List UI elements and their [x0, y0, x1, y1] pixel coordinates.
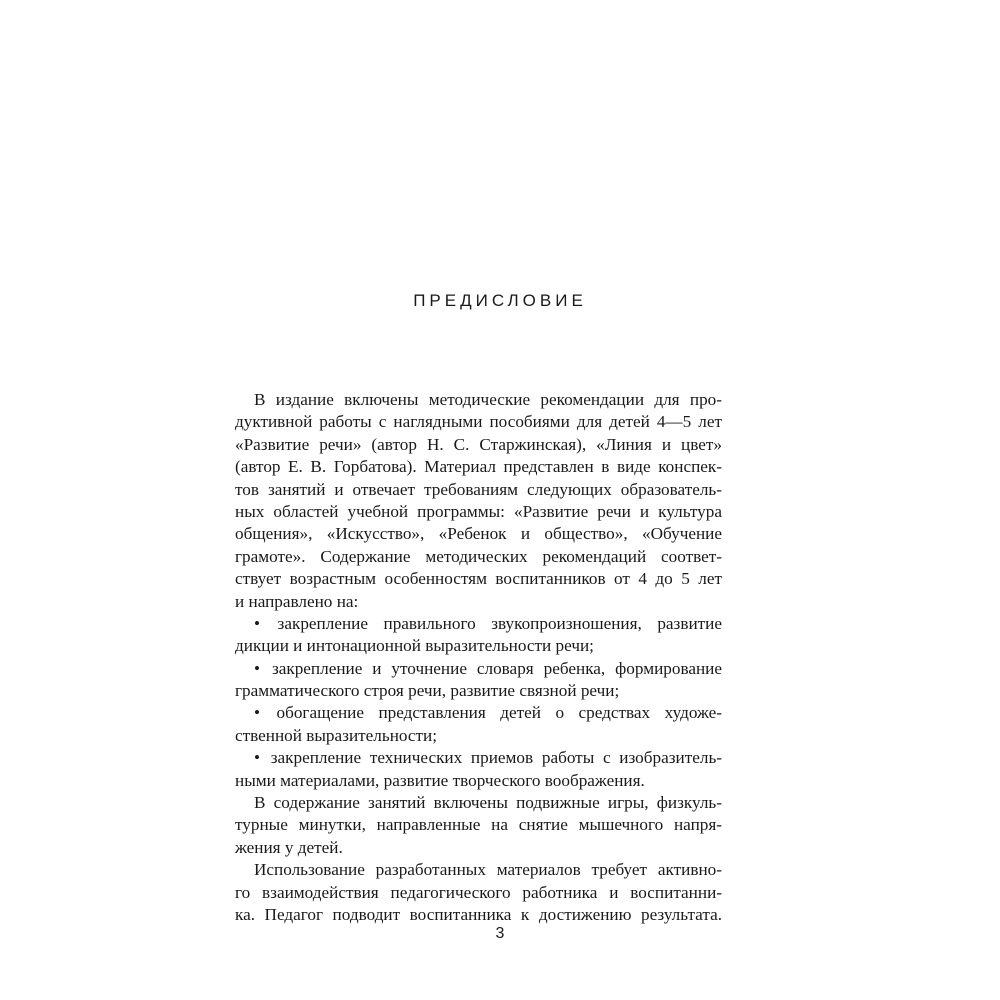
bullet-text: закрепление и уточнение словаря ребенка, формирование	[271, 658, 723, 678]
text-line: грамматического строя речи, развитие связной речи;	[235, 681, 620, 701]
page-title: ПРЕДИСЛОВИЕ	[413, 291, 587, 310]
text-line: В издание включены методические рекомендации для про-	[254, 390, 722, 409]
text-line: ственной выразительности;	[235, 725, 438, 745]
text-line: (автор Е. В. Горбатова). Материал представлен в виде конспек-	[235, 457, 722, 477]
page-number: 3	[495, 925, 505, 942]
text-line: дуктивной работы с наглядными пособиями для детей 4—5 лет	[235, 412, 722, 432]
text-line: турные минутки, направленные на снятие мышечного напря-	[235, 815, 722, 835]
text-line: В содержание занятий включены подвижные игры, физкуль-	[254, 793, 722, 813]
bullet-text: закрепление правильного звукопроизношения, развитие	[277, 613, 722, 633]
bullet-icon: •	[254, 613, 261, 633]
text-line: «Развитие речи» (автор Н. С. Старжинская), «Линия и цвет»	[235, 434, 722, 454]
bullet-text: обогащение представления детей о средствах художе-	[276, 703, 722, 723]
text-line: грамоте». Содержание методических рекомендаций соответ-	[235, 546, 722, 566]
text-line: го взаимодействия педагогического работника и воспитанни-	[235, 882, 722, 902]
text-line: ствует возрастным особенностям воспитанников от 4 до 5 лет	[235, 569, 722, 589]
bullet-item-line	[235, 658, 722, 680]
bullet-item-line	[235, 702, 722, 724]
bullet-item-line	[235, 613, 722, 635]
text-line: дикции и интонационной выразительности речи;	[235, 636, 594, 656]
text-line: жения у детей.	[235, 837, 343, 857]
text-line: ными материалами, развитие творческого воображения.	[235, 770, 645, 790]
text-line: и направлено на:	[235, 591, 359, 611]
bullet-text: закрепление технических приемов работы с изобразитель-	[270, 748, 723, 768]
body-text	[235, 389, 722, 926]
text-line: ных областей учебной программы: «Развитие речи и культура	[235, 501, 722, 521]
bullet-icon: •	[254, 748, 261, 768]
bullet-icon: •	[254, 658, 261, 678]
text-line: общения», «Искусство», «Ребенок и общество», «Обучение	[235, 524, 722, 544]
text-line: Использование разработанных материалов требует активно-	[254, 860, 722, 880]
bullet-item-line	[235, 747, 722, 769]
bullet-icon: •	[254, 703, 261, 723]
text-line: тов занятий и отвечает требованиям следующих образователь-	[235, 479, 722, 499]
text-line: ка. Педагог подводит воспитанника к достижению результата.	[235, 904, 722, 924]
